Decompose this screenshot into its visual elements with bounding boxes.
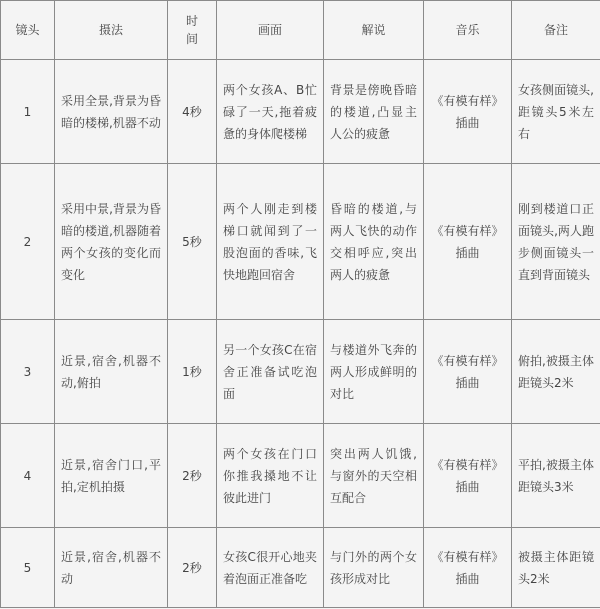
header-music: 音乐 [424, 1, 512, 60]
cell-time: 5秒 [168, 164, 217, 320]
cell-music: 《有模有样》插曲 [424, 320, 512, 424]
table-row [1, 60, 600, 164]
cell-narration: 昏暗的楼道,与两人飞快的动作交相呼应,突出两人的疲惫 [324, 164, 424, 320]
cell-time: 1秒 [168, 320, 217, 424]
table-row [1, 164, 600, 320]
header-narration: 解说 [324, 1, 424, 60]
cell-notes: 被摄主体距镜头2米 [512, 528, 600, 608]
cell-method: 采用中景,背景为昏暗的楼道,机器随着两个女孩的变化而变化 [55, 164, 168, 320]
header-row [1, 1, 600, 60]
table-row [1, 424, 600, 528]
cell-shot: 3 [1, 320, 55, 424]
cell-time: 2秒 [168, 528, 217, 608]
table-row [1, 528, 600, 608]
header-notes: 备注 [512, 1, 600, 60]
cell-narration: 突出两人饥饿,与窗外的天空相互配合 [324, 424, 424, 528]
cell-scene: 两个女孩在门口你推我搡地不让彼此进门 [217, 424, 324, 528]
cell-method: 近景,宿舍门口,平拍,定机拍摄 [55, 424, 168, 528]
cell-music: 《有模有样》插曲 [424, 60, 512, 164]
cell-music: 《有模有样》插曲 [424, 528, 512, 608]
cell-narration: 与楼道外飞奔的两人形成鲜明的对比 [324, 320, 424, 424]
cell-music: 《有模有样》插曲 [424, 164, 512, 320]
cell-method: 近景,宿舍,机器不动,俯拍 [55, 320, 168, 424]
cell-method: 采用全景,背景为昏暗的楼梯,机器不动 [55, 60, 168, 164]
header-shot: 镜头 [1, 1, 55, 60]
cell-shot: 2 [1, 164, 55, 320]
table-row [1, 320, 600, 424]
cell-music: 《有模有样》插曲 [424, 424, 512, 528]
cell-scene: 两个女孩A、B忙碌了一天,拖着疲惫的身体爬楼梯 [217, 60, 324, 164]
header-time: 时间 [168, 1, 217, 60]
cell-narration: 与门外的两个女孩形成对比 [324, 528, 424, 608]
cell-notes: 俯拍,被摄主体距镜头2米 [512, 320, 600, 424]
cell-shot: 1 [1, 60, 55, 164]
cell-scene: 女孩C很开心地夹着泡面正准备吃 [217, 528, 324, 608]
cell-time: 4秒 [168, 60, 217, 164]
header-scene: 画面 [217, 1, 324, 60]
cell-scene: 两个人刚走到楼梯口就闻到了一股泡面的香味,飞快地跑回宿舍 [217, 164, 324, 320]
cell-method: 近景,宿舍,机器不动 [55, 528, 168, 608]
cell-narration: 背景是傍晚昏暗的楼道,凸显主人公的疲惫 [324, 60, 424, 164]
cell-shot: 4 [1, 424, 55, 528]
cell-notes: 平拍,被摄主体距镜头3米 [512, 424, 600, 528]
cell-time: 2秒 [168, 424, 217, 528]
cell-shot: 5 [1, 528, 55, 608]
cell-scene: 另一个女孩C在宿舍正准备试吃泡面 [217, 320, 324, 424]
header-method: 摄法 [55, 1, 168, 60]
cell-notes: 刚到楼道口正面镜头,两人跑步侧面镜头一直到背面镜头 [512, 164, 600, 320]
cell-notes: 女孩侧面镜头,距镜头5米左右 [512, 60, 600, 164]
